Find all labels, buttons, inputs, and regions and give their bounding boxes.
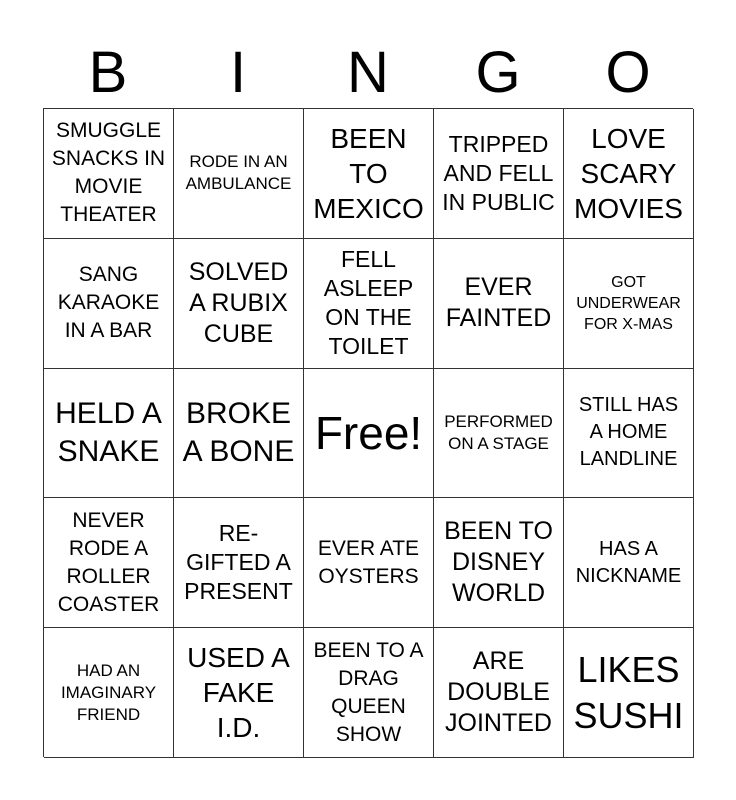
cell-text: EVER ATE OYSTERS (317, 536, 420, 588)
cell-text: BEEN TO DISNEY WORLD (444, 517, 553, 608)
header-letter-g: G (475, 40, 521, 105)
cell-text: GOT UNDERWEAR FOR X-MAS (576, 273, 681, 333)
cell-text: SANG KARAOKE IN A BAR (57, 263, 160, 343)
cell-text: USED A FAKE I.D. (187, 642, 290, 744)
header-letter-n: N (347, 40, 389, 105)
bingo-cell[interactable] (44, 498, 174, 628)
cell-text: LIKES SUSHI (573, 648, 684, 736)
bingo-cell[interactable] (304, 498, 434, 628)
bingo-cell[interactable] (304, 109, 434, 239)
bingo-cell[interactable] (434, 239, 564, 369)
bingo-cell[interactable] (44, 239, 174, 369)
free-space-cell[interactable] (304, 369, 434, 499)
bingo-board (43, 108, 693, 757)
bingo-cell[interactable] (174, 498, 304, 628)
cell-text: SOLVED A RUBIX CUBE (188, 257, 289, 348)
cell-text: HELD A SNAKE (55, 396, 162, 468)
cell-text: RE-GIFTED A PRESENT (184, 520, 293, 605)
free-space-text: Free! (314, 406, 423, 459)
cell-text: RODE IN AN AMBULANCE (185, 152, 292, 194)
bingo-cell[interactable] (564, 109, 694, 239)
bingo-cell[interactable] (304, 239, 434, 369)
header-letter-o: O (605, 40, 651, 105)
bingo-cell[interactable] (44, 369, 174, 499)
bingo-header (43, 38, 693, 108)
cell-text: TRIPPED AND FELL IN PUBLIC (442, 130, 555, 215)
bingo-cell[interactable] (564, 498, 694, 628)
bingo-cell[interactable] (304, 628, 434, 758)
bingo-cell[interactable] (434, 498, 564, 628)
header-letter-i: I (229, 40, 247, 105)
bingo-cell[interactable] (44, 109, 174, 239)
bingo-cell[interactable] (434, 109, 564, 239)
bingo-cell[interactable] (174, 369, 304, 499)
bingo-cell[interactable] (564, 239, 694, 369)
bingo-cell[interactable] (564, 369, 694, 499)
cell-text: HAD AN IMAGINARY FRIEND (60, 660, 157, 724)
bingo-cell[interactable] (174, 628, 304, 758)
cell-text: NEVER RODE A ROLLER COASTER (57, 508, 160, 616)
bingo-cell[interactable] (44, 628, 174, 758)
header-letter-b: B (88, 40, 128, 105)
bingo-cell[interactable] (564, 628, 694, 758)
cell-text: BROKE A BONE (182, 396, 295, 468)
bingo-cell[interactable] (174, 239, 304, 369)
cell-text: BEEN TO A DRAG QUEEN SHOW (313, 638, 424, 746)
cell-text: ARE DOUBLE JOINTED (445, 647, 552, 738)
bingo-cell[interactable] (434, 628, 564, 758)
cell-text: SMUGGLE SNACKS IN MOVIE THEATER (51, 119, 166, 227)
bingo-cell[interactable] (174, 109, 304, 239)
cell-text: LOVE SCARY MOVIES (574, 122, 683, 224)
cell-text: STILL HAS A HOME LANDLINE (578, 394, 679, 471)
bingo-cell[interactable] (434, 369, 564, 499)
cell-text: PERFORMED ON A STAGE (444, 411, 553, 453)
cell-text: EVER FAINTED (445, 273, 552, 333)
cell-text: BEEN TO MEXICO (313, 122, 424, 224)
cell-text: HAS A NICKNAME (575, 537, 682, 587)
cell-text: FELL ASLEEP ON THE TOILET (323, 246, 414, 360)
